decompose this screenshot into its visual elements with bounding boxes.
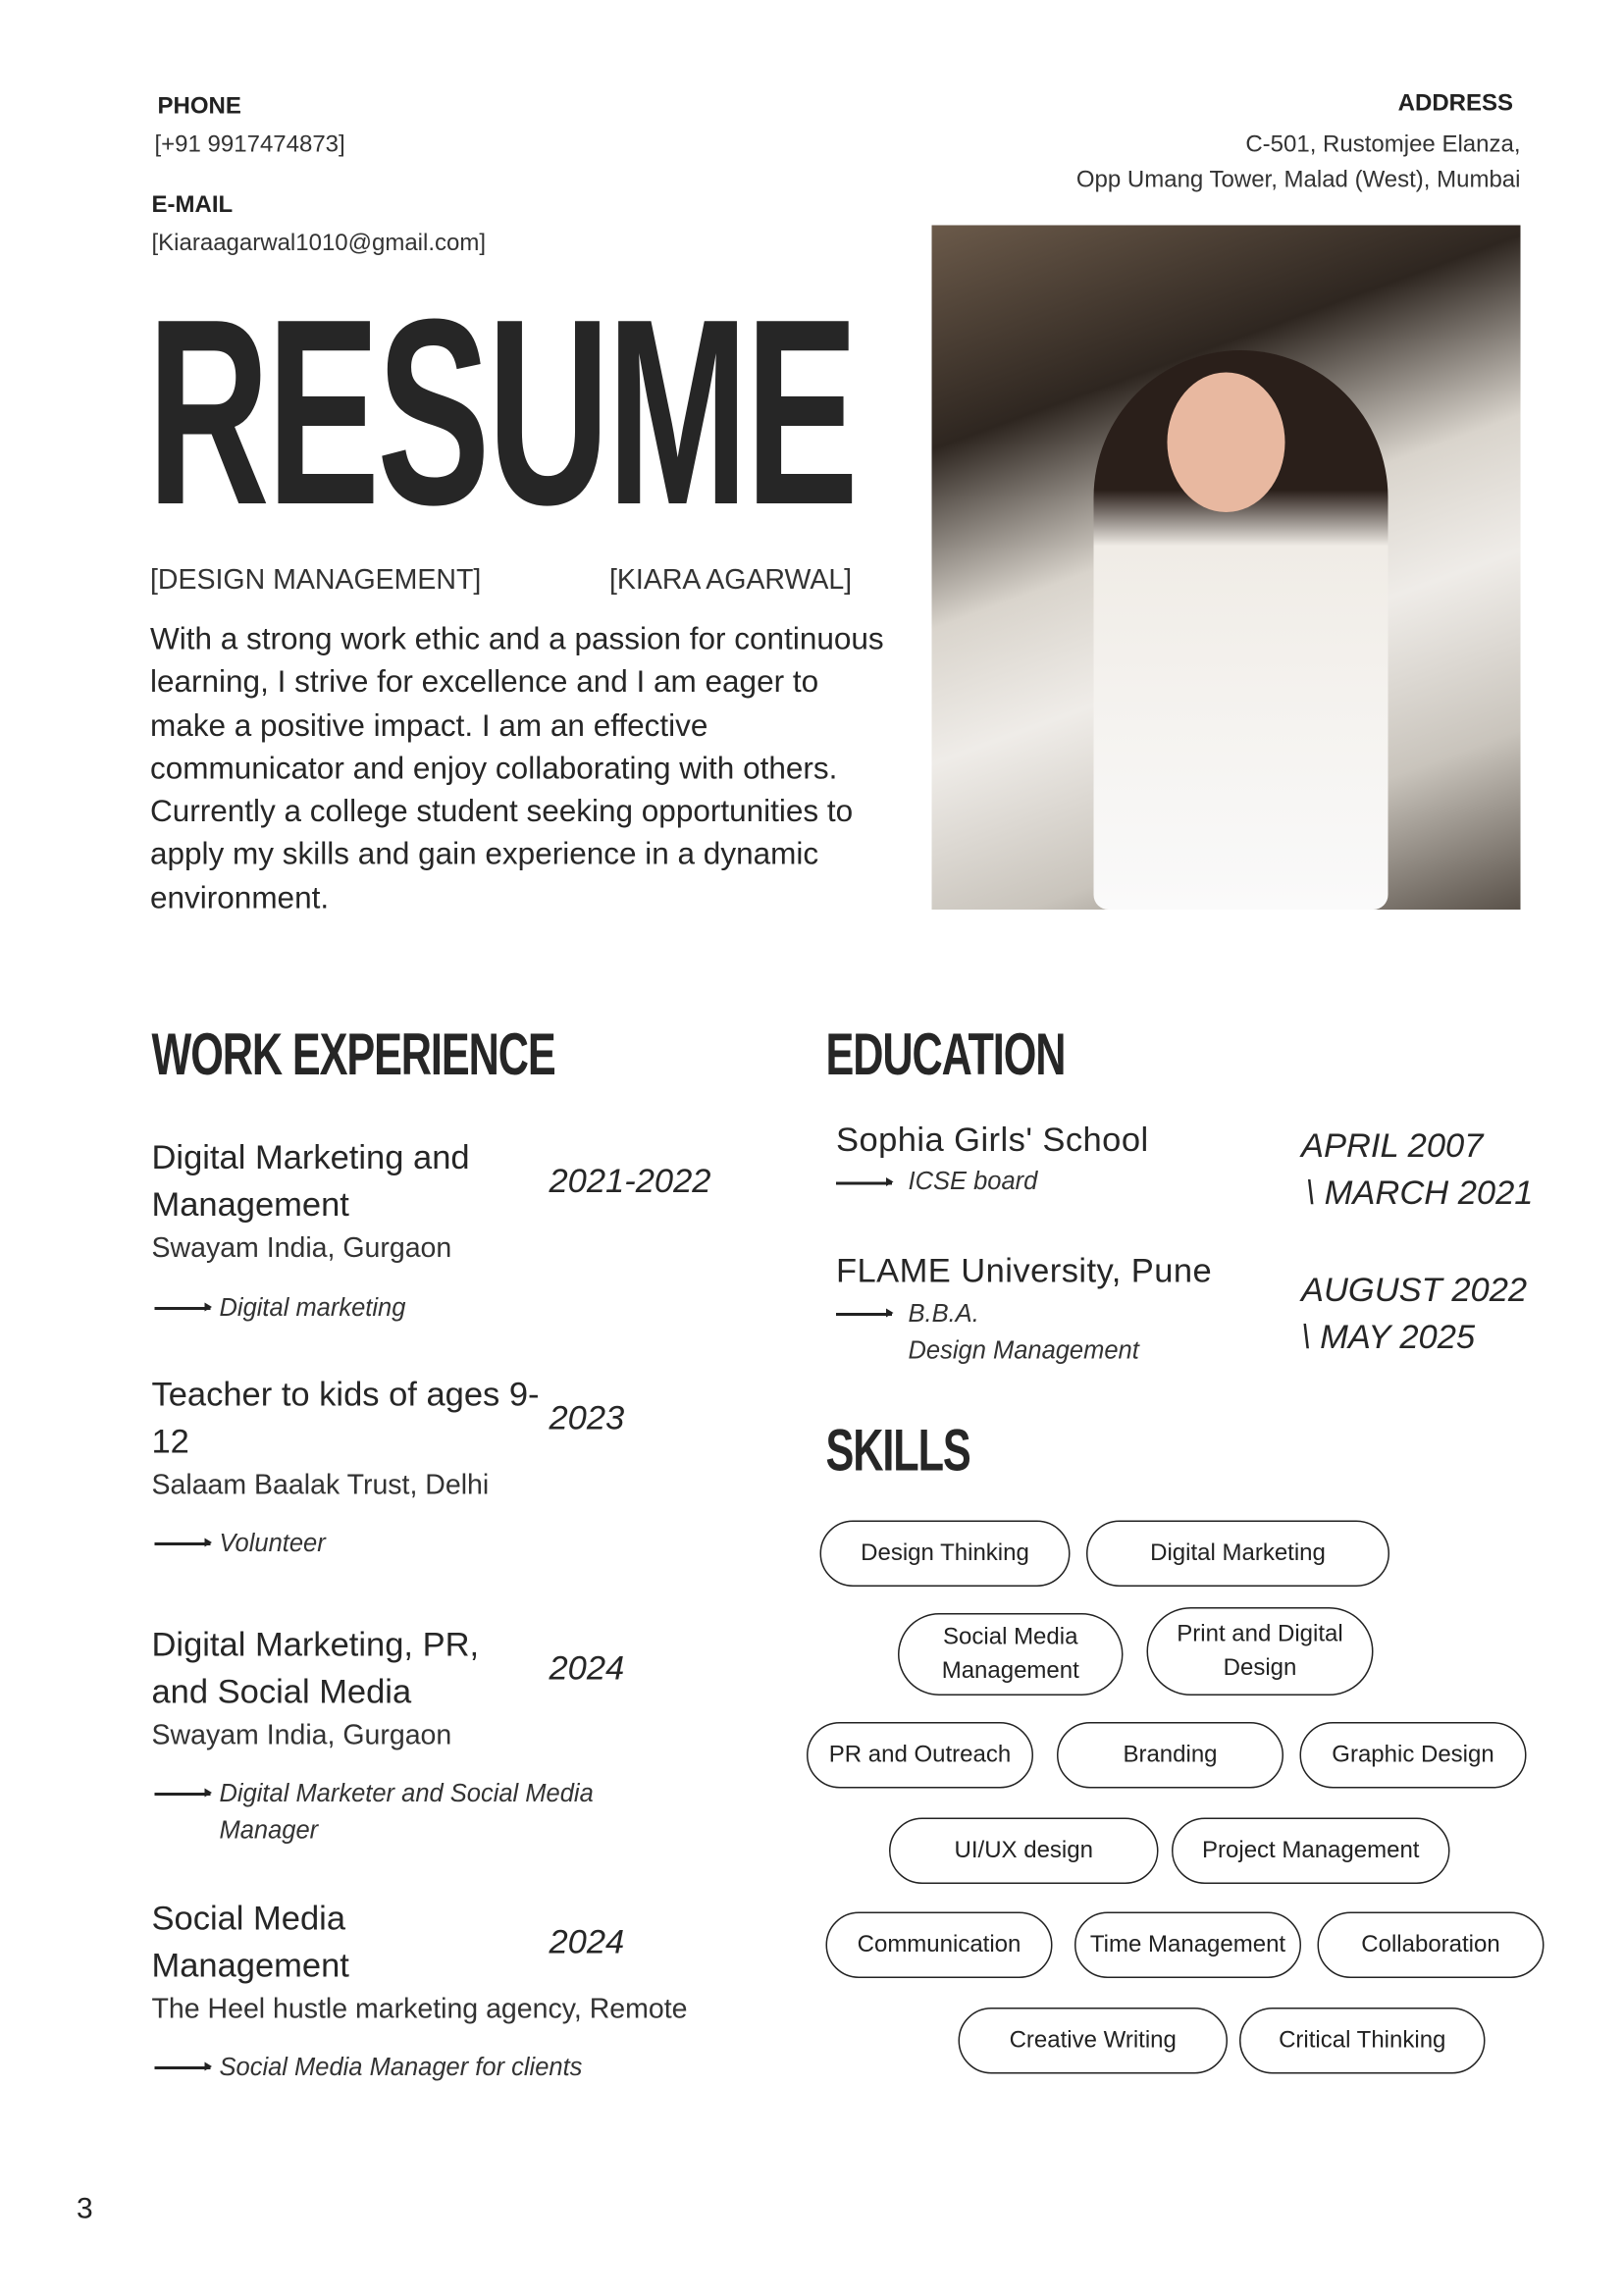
job-desc: Digital marketing <box>219 1293 406 1322</box>
skill-pill: Digital Marketing <box>1086 1521 1389 1588</box>
skill-pill: UI/UX design <box>889 1818 1159 1885</box>
school-name: FLAME University, Pune <box>836 1251 1213 1289</box>
job-desc: Social Media Manager for clients <box>219 2053 583 2081</box>
arrow-icon <box>155 1793 211 1795</box>
job-org: The Heel hustle marketing agency, Remote <box>151 1994 688 2025</box>
job-year: 2024 <box>549 1922 625 1960</box>
phone-value: [+91 9917474873] <box>154 132 345 158</box>
skill-pill: Social Media Management <box>898 1613 1124 1696</box>
skill-pill: Time Management <box>1074 1912 1301 1979</box>
page-number: 3 <box>77 2193 93 2225</box>
job-title: Digital Marketing and Management <box>151 1137 470 1224</box>
skill-pill: Design Thinking <box>820 1521 1071 1588</box>
resume-title: RESUME <box>147 265 857 561</box>
education-end-date: \ MAY 2025 <box>1301 1317 1476 1356</box>
job-title: Teacher to kids of ages 9-12 <box>151 1375 540 1460</box>
job-title: Social Media Management <box>151 1899 349 1984</box>
job-desc: Volunteer <box>219 1529 326 1557</box>
skill-pill: Graphic Design <box>1300 1722 1527 1789</box>
job-org: Swayam India, Gurgaon <box>151 1233 452 1265</box>
job-year: 2023 <box>549 1398 625 1436</box>
address-line-2: Opp Umang Tower, Malad (West), Mumbai <box>1075 168 1521 193</box>
job-org: Swayam India, Gurgaon <box>151 1720 452 1751</box>
arrow-icon <box>155 1307 211 1309</box>
arrow-icon <box>836 1313 892 1315</box>
job-desc: Digital Marketer and Social Media Manager <box>219 1779 594 1845</box>
skill-pill: Project Management <box>1172 1818 1450 1885</box>
education-detail: ICSE board <box>908 1167 1038 1195</box>
education-end-date: \ MARCH 2021 <box>1305 1173 1534 1212</box>
address-line-1: C-501, Rustomjee Elanza, <box>1245 132 1521 158</box>
profile-photo <box>932 226 1521 911</box>
skill-pill: Collaboration <box>1318 1912 1545 1979</box>
skill-pill: PR and Outreach <box>807 1722 1033 1789</box>
candidate-name: [KIARA AGARWAL] <box>609 565 853 597</box>
skill-pill: Communication <box>826 1912 1053 1979</box>
bio-paragraph: With a strong work ethic and a passion for continuous learning, I strive for excellence and I am eager to make a positive impact. I am an effective communicator and enjoy collaborating with others. Currently a college student seeking opportunities to apply my skills and gain experience in a dynamic environment. <box>150 622 884 915</box>
job-org: Salaam Baalak Trust, Delhi <box>151 1470 490 1501</box>
arrow-icon <box>155 2066 211 2068</box>
arrow-icon <box>155 1542 211 1544</box>
work-experience-heading: WORK EXPERIENCE <box>151 1022 555 1088</box>
email-label: E-MAIL <box>151 192 234 218</box>
arrow-icon <box>836 1182 892 1184</box>
education-start-date: AUGUST 2022 <box>1301 1270 1528 1309</box>
education-start-date: APRIL 2007 <box>1301 1125 1484 1165</box>
email-value: [Kiaraagarwal1010@gmail.com] <box>151 231 487 256</box>
skill-pill: Creative Writing <box>959 2008 1229 2074</box>
education-detail: B.B.A. <box>908 1299 979 1328</box>
skill-pill: Branding <box>1057 1722 1283 1789</box>
skills-heading: SKILLS <box>825 1419 970 1484</box>
education-detail: Design Management <box>908 1336 1139 1365</box>
job-title: Digital Marketing, PR, and Social Media <box>151 1625 480 1710</box>
skill-pill: Print and Digital Design <box>1147 1607 1374 1696</box>
job-year: 2021-2022 <box>549 1161 711 1200</box>
job-year: 2024 <box>549 1648 625 1687</box>
skill-pill: Critical Thinking <box>1239 2008 1486 2074</box>
education-heading: EDUCATION <box>825 1022 1066 1088</box>
school-name: Sophia Girls' School <box>836 1120 1149 1159</box>
field-of-study: [DESIGN MANAGEMENT] <box>150 565 482 597</box>
address-label: ADDRESS <box>1397 91 1513 117</box>
phone-label: PHONE <box>157 94 241 120</box>
